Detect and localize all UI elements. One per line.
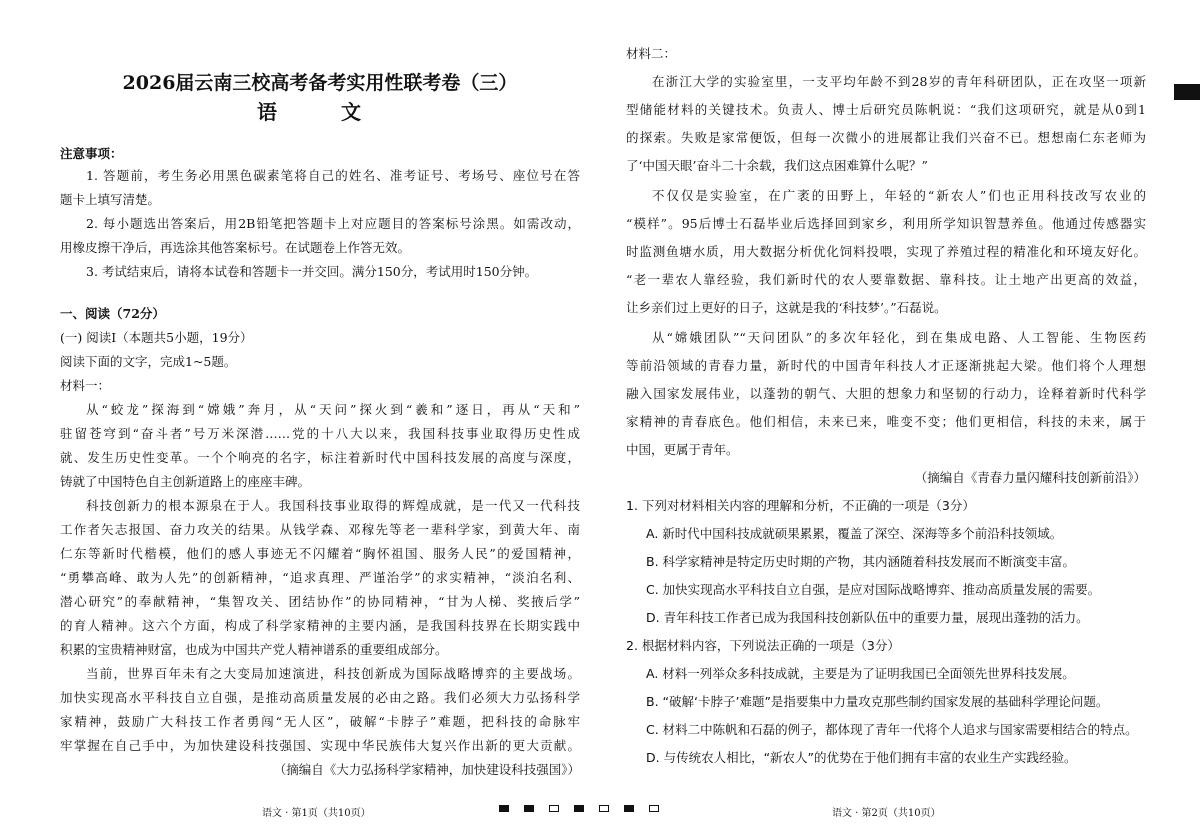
subject-title: 语 文: [257, 100, 383, 124]
notice-heading: 注意事项：: [60, 146, 123, 161]
material2-line: “模样”。95后博士石磊毕业后选择回到家乡，利用所学知识智慧养鱼。他通过传感器实: [626, 216, 1146, 231]
corner-mark: [1174, 84, 1200, 100]
question-option: A. 材料一列举众多科技成就，主要是为了证明我国已全面领先世界科技发展。: [646, 666, 1075, 681]
footer-left: 语文 · 第1页（共10页）: [262, 808, 371, 819]
material2-line: 型储能材料的关键技术。负责人、博士后研究员陈帆说：“我们这项研究，就是从0到1: [626, 102, 1146, 117]
material1-line: 驻留苍穹到“奋斗者”号万米深潜……党的十八大以来，我国科技事业取得历史性成: [60, 426, 580, 441]
question-stem: 2. 根据材料内容，下列说法正确的一项是（3分）: [626, 638, 900, 653]
material1-line: 当前，世界百年未有之大变局加速演进，科技创新成为国际战略博弈的主要战场。: [86, 666, 580, 681]
material2-line: 让乡亲们过上更好的日子，这就是我的‘科技梦’。”石磊说。: [626, 300, 947, 315]
filled-mark: [524, 805, 534, 812]
question-option: B. “破解‘卡脖子’难题”是指要集中力量攻克那些制约国家发展的基础科学理论问题。: [646, 694, 1109, 709]
material1-line: 工作者矢志报国、奋力攻关的结果。从钱学森、邓稼先等老一辈科学家，到黄大年、南: [60, 522, 580, 537]
material2-line: 的探索。失败是家常便饭，但每一次微小的进展都让我们兴奋不已。想想南仁东老师为: [626, 130, 1146, 145]
material1-line: 就、发生历史性变革。一个个响亮的名字，标注着新时代中国科技发展的高度与深度，: [60, 450, 580, 465]
material1-line: 牢掌握在自己手中，为加快建设科技强国、实现中华民族伟大复兴作出新的更大贡献。: [60, 738, 580, 753]
question-option: C. 加快实现高水平科技自立自强，是应对国际战略博弈、推动高质量发展的需要。: [646, 582, 1101, 597]
question-option: D. 青年科技工作者已成为我国科技创新队伍中的重要力量，展现出蓬勃的活力。: [646, 610, 1089, 625]
section-heading: 一、阅读（72分）: [60, 306, 165, 321]
source-note: （摘编自《大力弘扬科学家精神，加快建设科技强国》）: [273, 762, 580, 777]
material2-line: 时监测鱼塘水质，用大数据分析优化饲料投喂，实现了养殖过程的精准化和环境友好化。: [626, 244, 1146, 259]
question-option: D. 与传统农人相比，“新农人”的优势在于他们拥有丰富的农业生产实践经验。: [646, 750, 1077, 765]
material2-line: 家精神的青春底色。他们相信，未来已来，唯变不变；他们更相信，科技的未来，属于: [626, 414, 1146, 429]
material1-line: 的育人精神。这六个方面，构成了科学家精神的主要内涵，是我国科技界在长期实践中: [60, 618, 580, 633]
material1-line: 家精神，鼓励广大科技工作者勇闯“无人区”，破解“卡脖子”难题，把科技的命脉牢: [60, 714, 580, 729]
material1-line: 潜心研究”的奉献精神，“集智攻关、团结协作”的协同精神，“甘为人梯、奖掖后学”: [60, 594, 580, 609]
registration-marks: [499, 805, 659, 812]
notice-line: 用橡皮擦干净后，再选涂其他答案标号。在试题卷上作答无效。: [60, 240, 411, 255]
material1-line: 铸就了中国特色自主创新道路上的座座丰碑。: [60, 474, 311, 489]
notice-line: 3. 考试结束后，请将本试卷和答题卡一并交回。满分150分，考试用时150分钟。: [86, 264, 538, 279]
question-stem: 1. 下列对材料相关内容的理解和分析，不正确的一项是（3分）: [626, 498, 975, 513]
notice-line: 题卡上填写清楚。: [60, 192, 161, 207]
material2-line: 在浙江大学的实验室里，一支平均年龄不到28岁的青年科研团队，正在攻坚一项新: [652, 74, 1146, 89]
material2-line: 等前沿领域的青春力量，新时代的中国青年科技人才正逐渐挑起大梁。他们将个人理想: [626, 358, 1146, 373]
filled-mark: [574, 805, 584, 812]
filled-mark: [624, 805, 634, 812]
material1-line: 仁东等新时代楷模，他们的感人事迹无不闪耀着“胸怀祖国、服务人民”的爱国精神，: [60, 546, 580, 561]
material2-line: 融入国家发展伟业，以蓬勃的朝气、大胆的想象力和坚韧的行动力，诠释着新时代科学: [626, 386, 1146, 401]
empty-mark: [599, 805, 609, 812]
material1-line: 科技创新力的根本源泉在于人。我国科技事业取得的辉煌成就，是一代又一代科技: [86, 498, 580, 513]
material2-label: 材料二：: [626, 46, 677, 61]
footer-right: 语文 · 第2页（共10页）: [832, 808, 941, 819]
notice-line: 1. 答题前，考生务必用黑色碳素笔将自己的姓名、准考证号、考场号、座位号在答: [86, 168, 580, 183]
material1-line: 积累的宝贵精神财富，也成为中国共产党人精神谱系的重要组成部分。: [60, 642, 448, 657]
material2-line: 了‘中国天眼’奋斗二十余载，我们这点困难算什么呢？”: [626, 158, 928, 173]
instruction: 阅读下面的文字，完成1~5题。: [60, 354, 237, 369]
question-option: B. 科学家精神是特定历史时期的产物，其内涵随着科技发展而不断演变丰富。: [646, 554, 1076, 569]
material2-line: 不仅仅是实验室，在广袤的田野上，年轻的“新农人”们也正用科技改写农业的: [652, 188, 1146, 203]
material1-line: 加快实现高水平科技自立自强，是推动高质量发展的必由之路。我们必须大力弘扬科学: [60, 690, 580, 705]
material1-label: 材料一：: [60, 378, 111, 393]
exam-title: 2026届云南三校高考备考实用性联考卷（三）: [122, 72, 518, 94]
material2-line: 从“嫦娥团队”“天问团队”的多次年轻化，到在集成电路、人工智能、生物医药: [652, 330, 1146, 345]
material1-line: “勇攀高峰、敢为人先”的创新精神，“追求真理、严谨治学”的求实精神，“淡泊名利、: [60, 570, 580, 585]
material1-line: 从“蛟龙”探海到“嫦娥”奔月，从“天问”探火到“羲和”逐日，再从“天和”: [86, 402, 580, 417]
question-option: C. 材料二中陈帆和石磊的例子，都体现了青年一代将个人追求与国家需要相结合的特点。: [646, 722, 1138, 737]
subsection-heading: (一) 阅读Ⅰ（本题共5小题，19分）: [60, 330, 253, 345]
question-option: A. 新时代中国科技成就硕果累累，覆盖了深空、深海等多个前沿科技领域。: [646, 526, 1063, 541]
source-note: （摘编自《青春力量闪耀科技创新前沿》）: [914, 470, 1146, 485]
material2-line: 中国，更属于青年。: [626, 442, 739, 457]
notice-line: 2. 每小题选出答案后，用2B铅笔把答题卡上对应题目的答案标号涂黑。如需改动，: [86, 216, 580, 231]
empty-mark: [549, 805, 559, 812]
filled-mark: [499, 805, 509, 812]
empty-mark: [649, 805, 659, 812]
material2-line: “老一辈农人靠经验，我们新时代的农人要靠数据、靠科技。让土地产出更高的效益，: [626, 272, 1146, 287]
